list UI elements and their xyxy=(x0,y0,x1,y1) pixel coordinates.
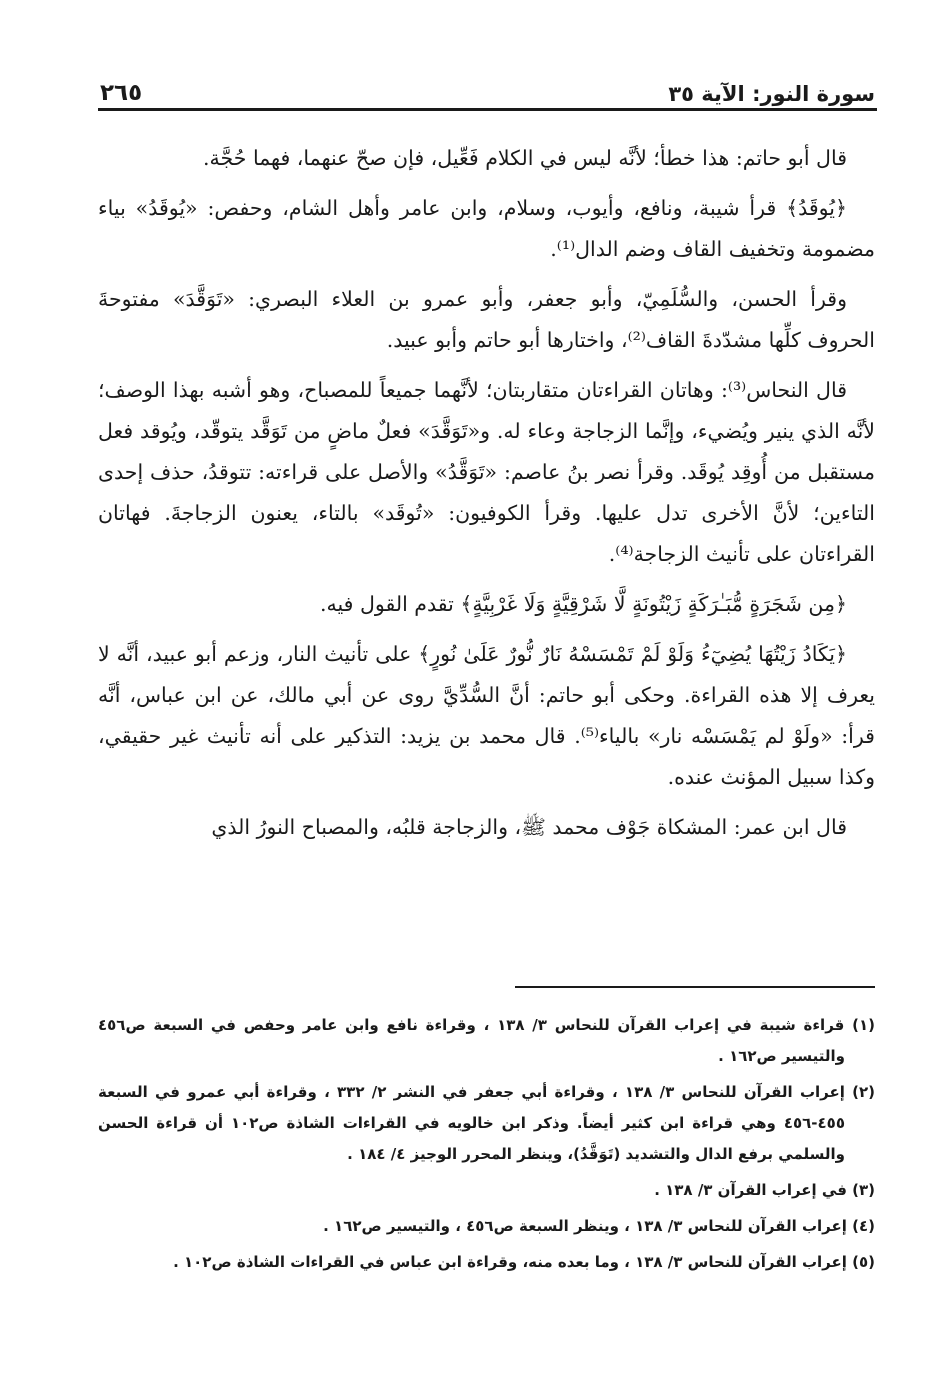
page-number: ٢٦٥ xyxy=(100,80,143,106)
paragraph: قال ابن عمر: المشكاة جَوْف محمد ﷺ، والزجاجة قلبُه، والمصباح النورُ الذي xyxy=(211,815,847,839)
footnotes xyxy=(98,1010,875,1283)
footnote: (١) قراءة شيبة في إعراب القرآن للنحاس ٣/ ١٣٨ ، وقراءة نافع وابن عامر وحفص في السبعة ص٤٥٦ والتيسير ص١٦٢ . xyxy=(98,1016,875,1065)
footnote: (٣) في إعراب القرآن ٣/ ١٣٨ . xyxy=(654,1181,875,1199)
footnote: (٤) إعراب القرآن للنحاس ٣/ ١٣٨ ، وينظر السبعة ص٤٥٦ ، والتيسير ص١٦٢ . xyxy=(323,1217,875,1235)
running-title: سورة النور: الآية ٣٥ xyxy=(668,82,875,106)
footnote: (٢) إعراب القرآن للنحاس ٣/ ١٣٨ ، وقراءة أبي جعفر في النشر ٢/ ٣٣٢ ، وقراءة أبي عمرو في السبعة ٤٥٥-٤٥٦ وهي قراءة ابن كثير أيضاً. وذكر ابن خالويه في القراءات الشاذة ص١٠٢ أن قراءة الحسن والسلمي برفع الدال والتشديد (تَوَقَّدُ)، وينظر المحرر الوجيز ٤/ ١٨٤ . xyxy=(98,1083,876,1163)
header-divider xyxy=(98,108,877,111)
paragraph: قال النحاس⁽³⁾: وهاتان القراءتان متقاربتان؛ لأنَّهما جميعاً للمصباح، وهو أشبه بهذا الوصف؛ لأنَّه الذي ينير ويُضيء، وإنَّما الزجاجة وعاء له. و«تَوَقَّدَ» فعلٌ ماضٍ من تَوَقَّد يتوقّد، ويُوقد فعل مستقبل من أُوقِد يُوقَد. وقرأ نصر بنُ عاصم: «تَوَقَّدُ» والأصل على قراءته: تتوقدُ، حذف إحدى التاءين؛ لأنَّ الأخرى تدل عليها. وقرأ الكوفيون: «تُوقَد» بالتاء، يعنون الزجاجةَ. فهاتان القراءتان على تأنيث الزجاجة⁽⁴⁾. xyxy=(98,378,875,566)
footnote-divider xyxy=(515,986,875,988)
paragraph: ﴿يَكَادُ زَيْتُهَا يُضِيٓءُ وَلَوْ لَمْ تَمْسَسْهُ نَارٌ نُّورٌ عَلَىٰ نُورٍ﴾ على تأنيث النار، وزعم أبو عبيد، أنَّه لا يعرف إلا هذه القراءة. وحكى أبو حاتم: أنَّ السُّدِّيَّ روى عن أبي مالك، عن ابن عباس، أنَّه قرأ: «ولَوْ لم يَمْسَسْه نار» بالياء⁽⁵⁾. قال محمد بن يزيد: التذكير على أنه تأنيث غير حقيقي، وكذا سبيل المؤنث عنده. xyxy=(98,642,875,789)
paragraph: قال أبو حاتم: هذا خطأ؛ لأنَّه ليس في الكلام فَعِّيل، فإن صحّ عنهما، فهما حُجَّة. xyxy=(203,146,847,170)
page-header xyxy=(100,66,875,106)
footnote: (٥) إعراب القرآن للنحاس ٣/ ١٣٨ ، وما بعده منه، وقراءة ابن عباس في القراءات الشاذة ص١٠٢ . xyxy=(173,1253,875,1271)
paragraph: ﴿مِن شَجَرَةٍ مُّبَـٰرَكَةٍ زَيْتُونَةٍ لَّا شَرْقِيَّةٍ وَلَا غَرْبِيَّةٍ﴾ تقدم القول فيه. xyxy=(319,592,847,616)
paragraph: وقرأ الحسن، والسُّلَمِيّ، وأبو جعفر، وأبو عمرو بن العلاء البصري: «تَوَقَّدَ» مفتوحةَ الحروف كلِّها مشدّدةَ القاف⁽²⁾، واختارها أبو حاتم وأبو عبيد. xyxy=(98,287,875,352)
main-text xyxy=(98,138,875,857)
paragraph: ﴿يُوقَدُ﴾ قرأ شيبة، ونافع، وأيوب، وسلام، وابن عامر وأهل الشام، وحفص: «يُوقَدُ» بياء مضمومة وتخفيف القاف وضم الدال⁽¹⁾. xyxy=(98,196,875,261)
